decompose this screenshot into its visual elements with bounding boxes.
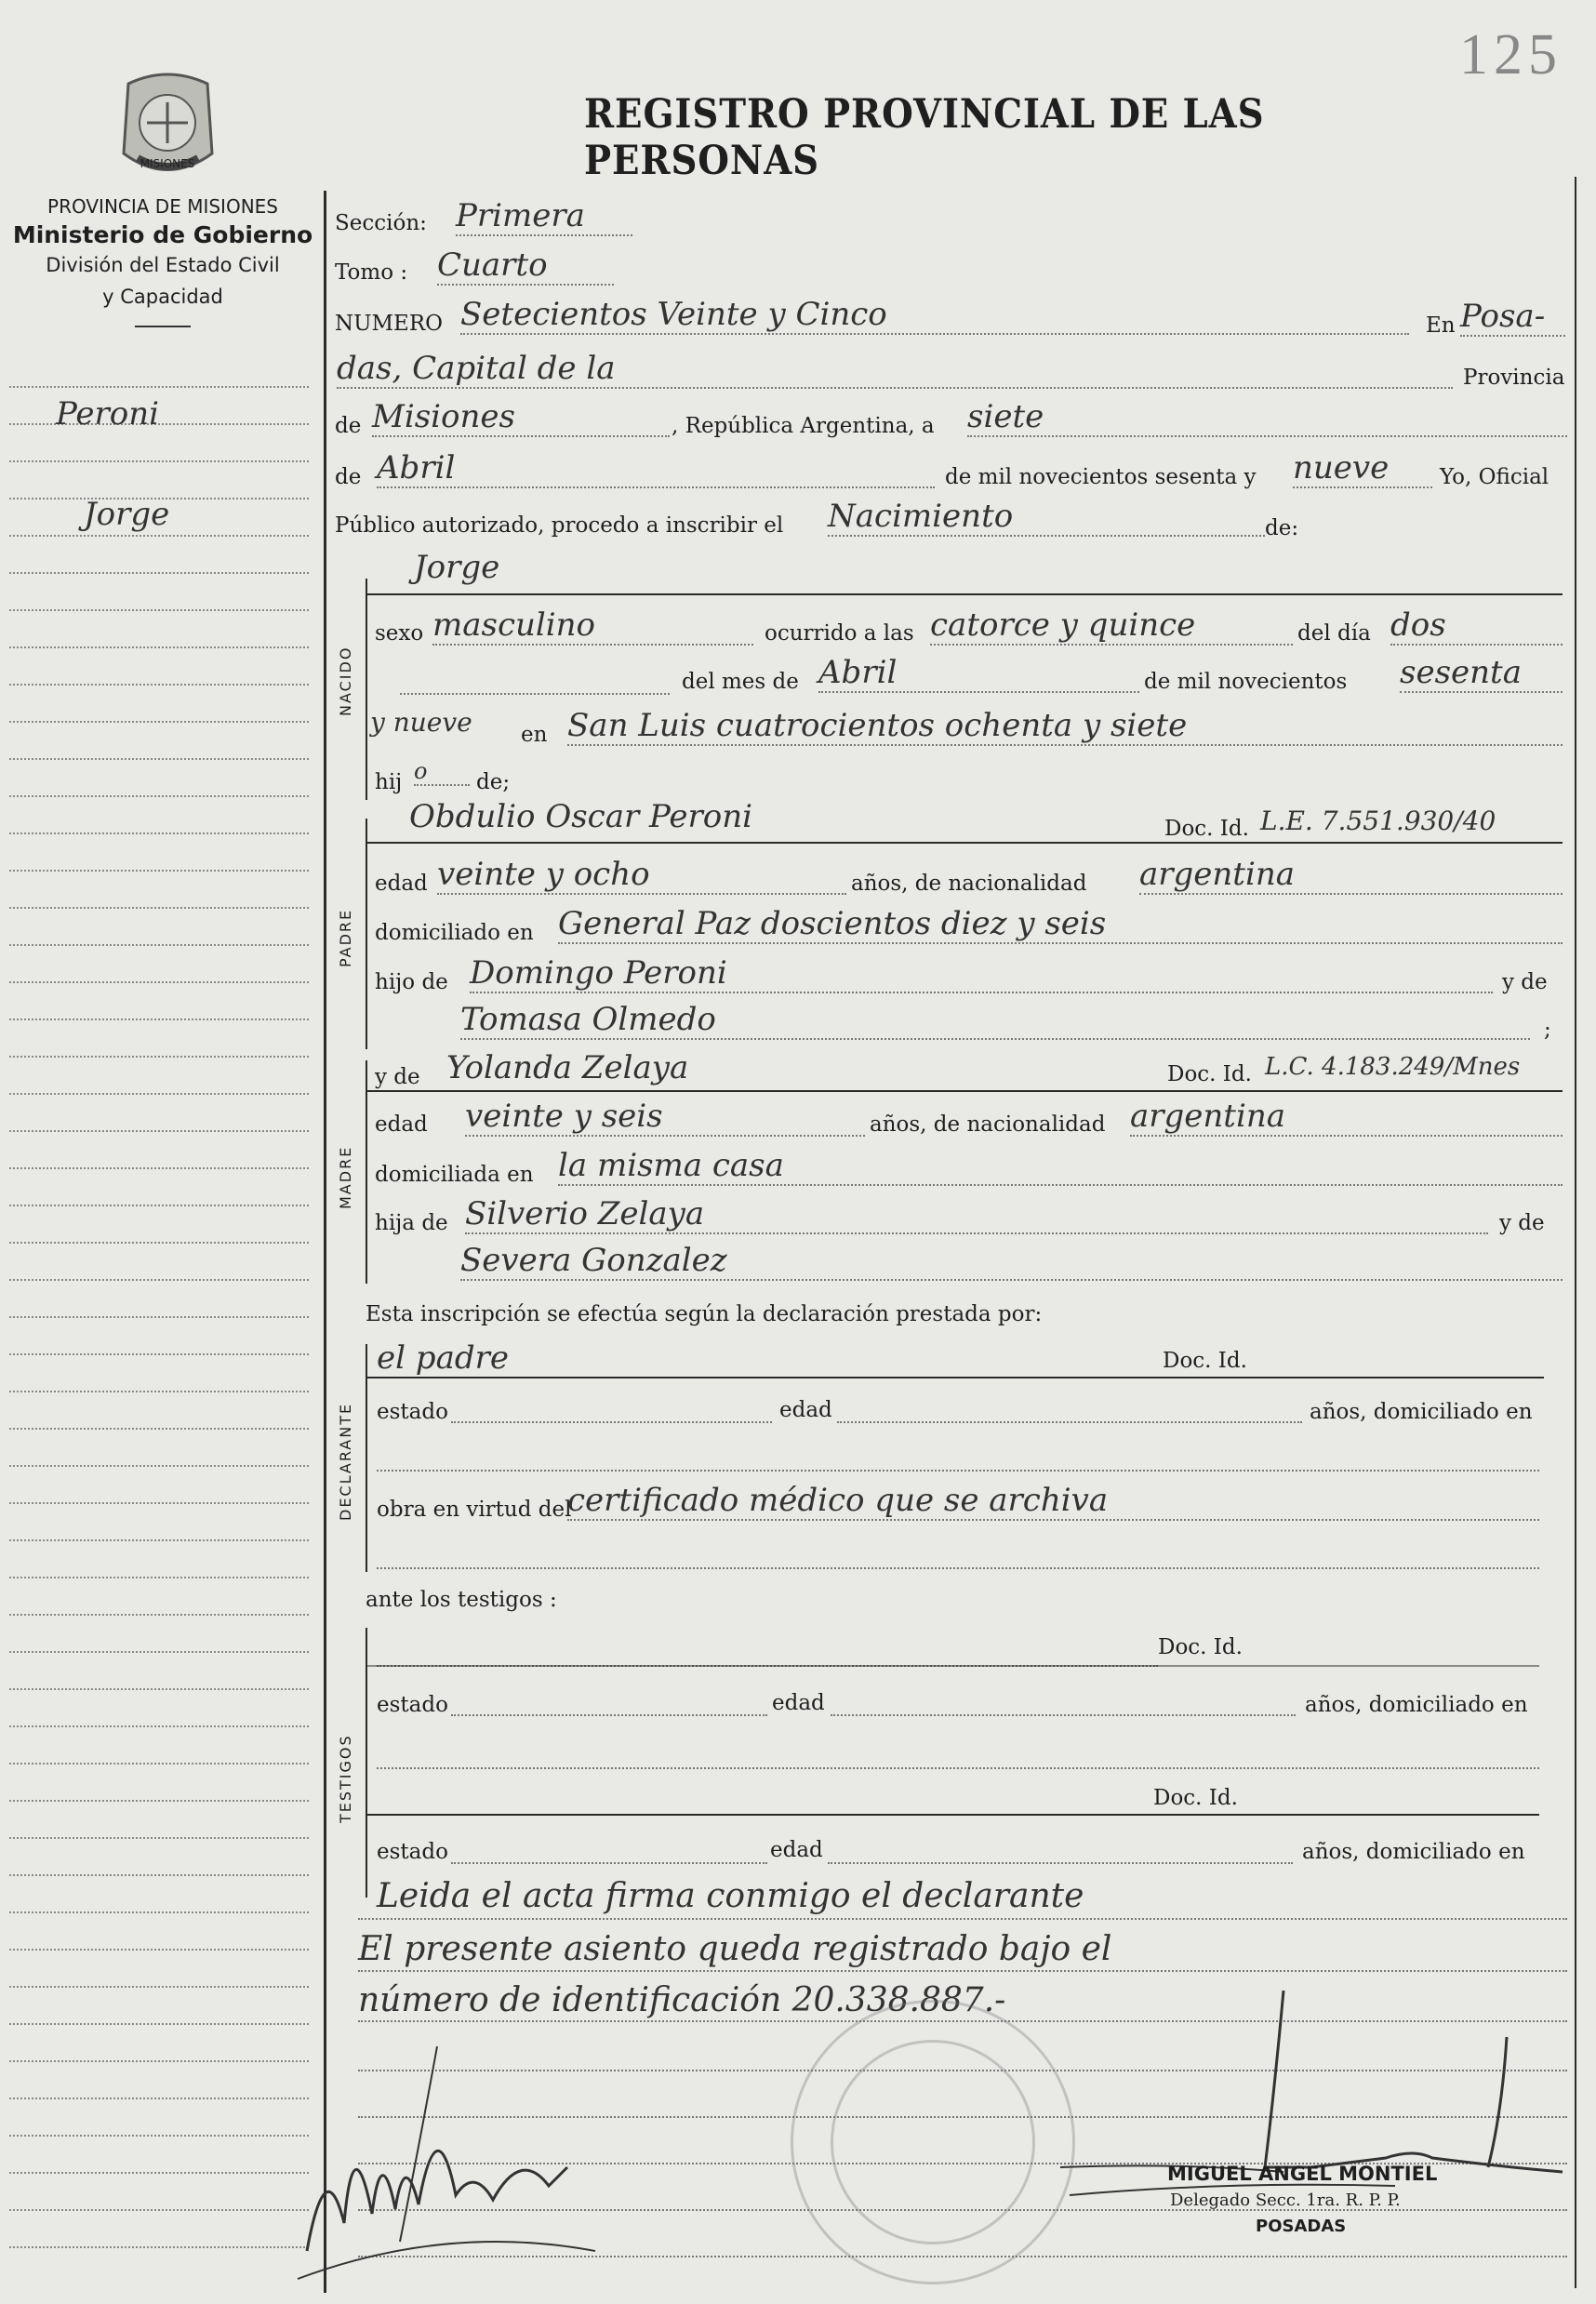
numero-value: Setecientos Veinte y Cinco <box>460 296 1409 335</box>
testigo1-dom-line <box>377 1767 1539 1769</box>
republica-label: , República Argentina, a <box>672 414 935 438</box>
madre-bracket <box>366 1060 367 1284</box>
madre-madre-value: Severa Gonzalez <box>460 1242 1563 1281</box>
padre-yde-label: y de <box>1502 970 1548 994</box>
madre-doc-value: L.C. 4.183.249/Mnes <box>1265 1053 1521 1081</box>
en-value: Posa- <box>1460 298 1565 337</box>
padre-nac-label: años, de nacionalidad <box>851 872 1087 896</box>
testigo1-edad-label: edad <box>772 1691 825 1715</box>
mes-label: del mes de <box>682 670 799 694</box>
right-border <box>1575 177 1576 2288</box>
margin-rule <box>9 795 309 797</box>
margin-rule <box>9 1316 309 1318</box>
margin-rule <box>9 2246 309 2248</box>
province-value: Misiones <box>372 398 670 437</box>
crest-text: MISIONES <box>140 157 195 170</box>
official-stamp <box>791 2000 1075 2284</box>
testigo1-estado-label: estado <box>377 1693 448 1717</box>
margin-rule <box>9 1019 309 1020</box>
margin-rule <box>9 1391 309 1392</box>
madre-dom-value: la misma casa <box>558 1147 1563 1186</box>
margin-rule <box>9 1837 309 1839</box>
madre-nac-value: argentina <box>1130 1098 1563 1137</box>
margin-rule <box>9 1428 309 1430</box>
closing-rule-2 <box>358 1970 1567 1972</box>
caption-province: PROVINCIA DE MISIONES <box>47 195 278 218</box>
margin-rule <box>9 1949 309 1951</box>
declarante-dom-label: años, domiciliado en <box>1310 1400 1533 1424</box>
margin-rule <box>9 2098 309 2099</box>
lugar-value: San Luis cuatrocientos ochenta y siete <box>567 707 1563 746</box>
margin-rule <box>9 1205 309 1206</box>
sexo-value: masculino <box>432 606 753 646</box>
margin-rule <box>9 386 309 388</box>
margin-rule <box>9 646 309 648</box>
margin-rule <box>9 1279 309 1281</box>
margin-rule <box>9 2172 309 2174</box>
signature-right-icon <box>1042 1981 1572 2223</box>
blank-line-1 <box>400 693 670 695</box>
madre-yde-label: y de <box>375 1065 420 1089</box>
madre-doc-label: Doc. Id. <box>1167 1062 1252 1086</box>
hora-value: catorce y quince <box>930 606 1293 646</box>
margin-rule <box>9 1093 309 1095</box>
declarante-side-label: DECLARANTE <box>337 1402 354 1521</box>
testigo2-estado-label: estado <box>377 1840 448 1864</box>
declarante-estado-label: estado <box>377 1400 448 1424</box>
testigo2-line <box>367 1814 1539 1816</box>
declarante-obra-label: obra en virtud del <box>377 1498 572 1522</box>
en-place-label: en <box>521 723 548 747</box>
padre-padre-value: Domingo Peroni <box>470 954 1493 993</box>
testigo2-estado-line <box>451 1862 767 1864</box>
nacido-side-label: NACIDO <box>337 646 354 716</box>
margin-rule <box>9 609 309 611</box>
testigo1-edad-line <box>831 1714 1296 1716</box>
margin-rule <box>9 1651 309 1653</box>
padre-hijo-label: hijo de <box>375 970 448 994</box>
inscribir-label: Público autorizado, procedo a inscribir el <box>335 513 784 538</box>
margin-rule <box>9 1465 309 1467</box>
dia-label: del día <box>1297 621 1371 646</box>
margin-rule <box>9 758 309 760</box>
sexo-label: sexo <box>375 621 424 646</box>
margin-rule <box>9 2135 309 2137</box>
declarante-edad-line <box>837 1421 1302 1423</box>
hijo-de-label: de; <box>476 770 511 794</box>
margin-rule <box>9 1614 309 1616</box>
margin-rule <box>9 981 309 983</box>
declarante-dom-line <box>377 1470 1539 1472</box>
signer-role: Delegado Secc. 1ra. R. P. P. <box>1170 2191 1401 2210</box>
madre-padre-value: Silverio Zelaya <box>465 1195 1488 1234</box>
testigo2-edad-line <box>828 1862 1293 1864</box>
declarante-intro: Esta inscripción se efectúa según la declaración prestada por: <box>366 1302 1043 1326</box>
madre-name: Yolanda Zelaya <box>446 1049 689 1086</box>
month-value: Abril <box>377 449 935 488</box>
mes-value: Abril <box>818 654 1139 693</box>
official-stamp-inner <box>831 2040 1035 2244</box>
padre-edad-value: veinte y ocho <box>437 856 846 895</box>
padre-doc-value: L.E. 7.551.930/40 <box>1260 806 1496 836</box>
margin-rule <box>9 2060 309 2062</box>
margin-rule <box>9 832 309 834</box>
declarante-edad-label: edad <box>779 1398 832 1422</box>
margin-rule <box>9 870 309 872</box>
main-divider <box>324 191 326 2293</box>
de-label-1: de <box>335 414 362 438</box>
margin-rule <box>9 535 309 537</box>
margin-rule <box>9 1688 309 1690</box>
tomo-value: Cuarto <box>437 246 614 286</box>
testigo1-line <box>367 1665 1539 1667</box>
closing-line-2: El presente asiento queda registrado bajo el <box>358 1930 1112 1968</box>
margin-rule <box>9 1502 309 1504</box>
hijo-suffix: o <box>414 758 470 786</box>
testigo2-edad-label: edad <box>770 1838 823 1862</box>
margin-firstname: Jorge <box>84 496 170 533</box>
seccion-label: Sección: <box>335 211 427 235</box>
caption-divider <box>135 326 191 327</box>
act-type-value: Nacimiento <box>828 498 1265 537</box>
hijo-label: hij <box>375 770 403 794</box>
page-number: 125 <box>1459 23 1563 87</box>
margin-rule <box>9 907 309 909</box>
de-label-2: de <box>335 465 362 489</box>
madre-dom-label: domiciliada en <box>375 1163 534 1187</box>
margin-rule <box>9 1911 309 1913</box>
margin-rule <box>9 2209 309 2211</box>
nacido-name: Jorge <box>414 549 500 586</box>
closing-line-3: número de identificación 20.338.887.- <box>358 1981 1006 2019</box>
padre-end-mark: ; <box>1544 1018 1551 1042</box>
seccion-value: Primera <box>456 197 632 236</box>
testigo2-doc-label: Doc. Id. <box>1153 1786 1238 1810</box>
en-label: En <box>1426 313 1456 338</box>
margin-rule <box>9 1242 309 1244</box>
padre-name-line <box>367 842 1563 844</box>
declarante-estado-line <box>451 1421 772 1423</box>
oficial-label: Yo, Oficial <box>1440 465 1549 489</box>
margin-rule <box>9 1725 309 1727</box>
testigos-intro: ante los testigos : <box>366 1588 557 1612</box>
closing-line-1: Leida el acta firma conmigo el declarante <box>377 1877 1084 1915</box>
madre-name-line <box>367 1090 1563 1092</box>
caption-capacity: y Capacidad <box>102 286 223 308</box>
testigos-side-label: TESTIGOS <box>337 1734 354 1823</box>
anio-cont: y nueve <box>370 707 472 738</box>
padre-name: Obdulio Oscar Peroni <box>409 798 752 835</box>
madre-hija-label: hija de <box>375 1211 448 1235</box>
testigo1-estado-line <box>451 1714 767 1716</box>
nacido-bracket <box>366 579 367 800</box>
margin-rule <box>9 721 309 723</box>
madre-nac-label: años, de nacionalidad <box>870 1112 1106 1137</box>
madre-edad-value: veinte y seis <box>465 1098 865 1137</box>
day-value: siete <box>967 398 1567 437</box>
padre-dom-value: General Paz doscientos diez y seis <box>558 905 1563 944</box>
sesenta-label: de mil novecientos sesenta y <box>945 465 1257 489</box>
margin-rule <box>9 1763 309 1765</box>
margin-rule <box>9 1056 309 1058</box>
margin-rule <box>9 944 309 946</box>
madre-edad-label: edad <box>375 1112 428 1137</box>
margin-rule <box>9 1167 309 1169</box>
padre-edad-label: edad <box>375 872 428 896</box>
page-title: REGISTRO PROVINCIAL DE LAS PERSONAS <box>584 91 1265 184</box>
margin-rule <box>9 1539 309 1541</box>
margin-rule <box>9 684 309 686</box>
madre-side-label: MADRE <box>337 1145 354 1209</box>
madre-yde2-label: y de <box>1499 1211 1545 1235</box>
padre-nac-value: argentina <box>1139 856 1563 895</box>
margin-surname: Peroni <box>56 395 159 433</box>
de-colon-label: de: <box>1265 516 1299 540</box>
anio-label: de mil novecientos <box>1144 670 1348 694</box>
caption-ministry: Ministerio de Gobierno <box>12 221 313 248</box>
margin-rule <box>9 1986 309 1988</box>
nacido-name-line <box>367 593 1563 595</box>
margin-rule <box>9 1130 309 1132</box>
declarante-obra-value: certificado médico que se archiva <box>567 1482 1539 1521</box>
signature-left-icon <box>288 2009 623 2288</box>
margin-rule <box>9 2023 309 2025</box>
padre-doc-label: Doc. Id. <box>1164 817 1249 841</box>
numero-label: NUMERO <box>335 312 444 336</box>
margin-rule <box>9 572 309 574</box>
testigo1-doc-label: Doc. Id. <box>1158 1635 1243 1659</box>
padre-bracket <box>366 819 367 1049</box>
signer-city: POSADAS <box>1256 2217 1347 2236</box>
margin-rule <box>9 1577 309 1578</box>
margin-rule <box>9 1353 309 1355</box>
declarante-blank-line <box>377 1567 1539 1569</box>
signer-name: MIGUEL ANGEL MONTIEL <box>1167 2163 1438 2185</box>
misiones-crest-icon <box>110 65 226 191</box>
tomo-label: Tomo : <box>335 260 408 285</box>
padre-side-label: PADRE <box>337 908 354 967</box>
testigo1-dom-label: años, domiciliado en <box>1305 1693 1528 1717</box>
declarante-name-line <box>367 1377 1544 1378</box>
testigo2-dom-label: años, domiciliado en <box>1302 1840 1525 1864</box>
provincia-label: Provincia <box>1463 366 1565 390</box>
margin-rule <box>9 423 309 425</box>
padre-dom-label: domiciliado en <box>375 921 534 945</box>
ocurrido-label: ocurrido a las <box>765 621 914 646</box>
margin-rule <box>9 1874 309 1876</box>
city-value: das, Capital de la <box>337 350 1453 389</box>
year-value: nueve <box>1293 449 1432 488</box>
margin-rule <box>9 460 309 462</box>
caption-division: División del Estado Civil <box>46 254 280 276</box>
margin-rule <box>9 1800 309 1802</box>
anio-value: sesenta <box>1400 654 1563 693</box>
declarante-name: el padre <box>377 1339 509 1377</box>
dia-value: dos <box>1390 606 1563 646</box>
testigos-bracket <box>366 1628 367 1898</box>
closing-rule-1 <box>358 1918 1567 1920</box>
declarante-doc-label: Doc. Id. <box>1163 1349 1247 1373</box>
padre-madre-value: Tomasa Olmedo <box>460 1001 1530 1040</box>
